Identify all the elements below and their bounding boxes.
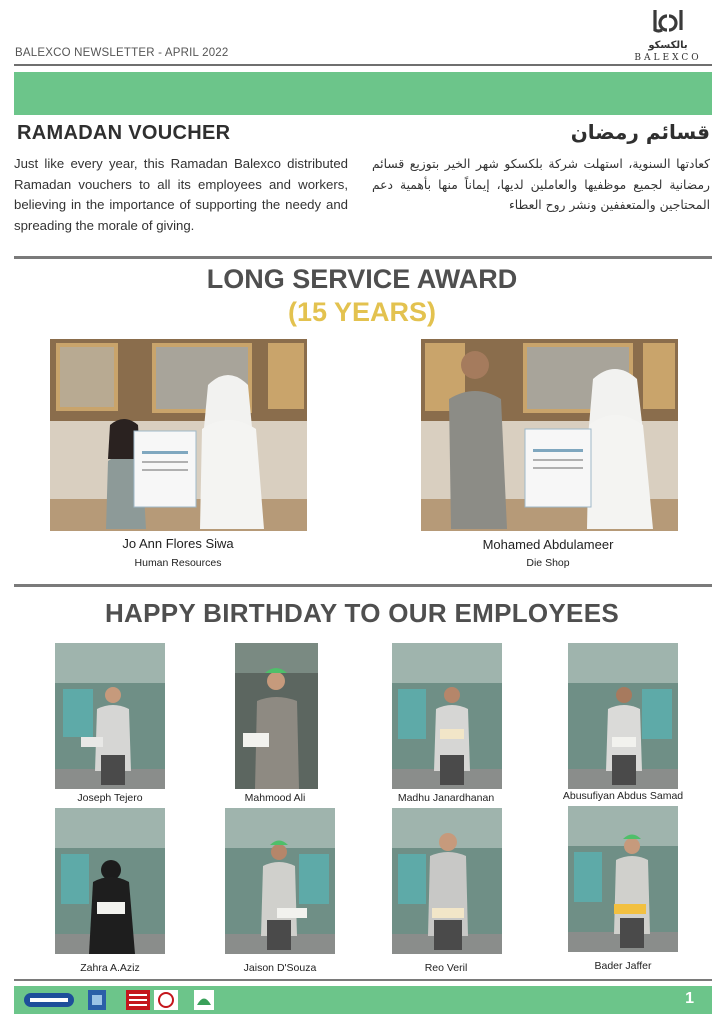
page-number: 1 [685,990,694,1007]
employee-photo-8 [568,806,678,952]
iso-certification-icon [126,990,178,1010]
ramadan-heading-ar: قسائم رمضان [570,120,710,144]
footer-rule [14,979,712,981]
employee-name-1: Joseph Tejero [77,792,143,804]
awardee-name-1: Jo Ann Flores Siwa [122,536,234,551]
header-rule [14,64,712,66]
employee-name-3: Madhu Janardhanan [397,792,495,804]
green-partner-icon [194,990,214,1010]
awardee-department-2: Die Shop [526,557,570,569]
ramadan-body-en: Just like every year, this Ramadan Balexco distributed Ramadan vouchers to all its employees and workers, believing in the importance of supporting the needy and spreading the morale of giving. [14,156,348,233]
green-banner [14,72,712,115]
employee-photo-1 [55,643,165,789]
award-photo-2 [421,339,678,531]
award-photo-2-image [421,339,678,531]
logo-latin-text: BALEXCO [634,53,702,63]
employee-photo-4 [568,643,678,789]
employee-name-6: Jaison D'Souza [243,962,317,974]
employee-photo-2 [235,643,345,789]
section-divider-1 [14,256,712,259]
footer-bar [14,986,712,1014]
employee-name-2: Mahmood Ali [244,792,306,804]
employee-name-4: Abusufiyan Abdus Samad [562,790,684,802]
section-divider-2 [14,584,712,587]
long-service-title: LONG SERVICE AWARD [206,264,518,294]
birthday-title: HAPPY BIRTHDAY TO OUR EMPLOYEES [104,598,619,628]
awardee-name-2: Mohamed Abdulameer [482,537,614,552]
awardee-department-1: Human Resources [134,557,222,569]
employee-photo-5 [55,808,165,954]
balexco-logo [626,6,710,64]
logo-arabic-text: بالكسكو [648,40,688,51]
employee-name-8: Bader Jaffer [594,960,652,972]
ramadan-heading-en: RAMADAN VOUCHER [17,122,231,144]
long-service-subtitle: (15 YEARS) [287,297,437,327]
employee-name-5: Zahra A.Aziz [80,962,140,974]
employee-name-7: Reo Veril [424,962,468,974]
quality-badge-icon [88,990,106,1010]
employee-photo-6 [225,808,335,954]
ramadan-body-ar: كعادتها السنوية، استهلت شركة بلكسكو شهر الخير بتوزيع قسائم رمضانية لجميع موظفيها والعاملين لديها، إيماناً منها بأهمية دعم المحتاجين والمتعففين ونشر روح العطاء [372,157,710,212]
employee-photo-3 [392,643,502,789]
award-photo-1-image [50,339,307,531]
award-photo-1 [50,339,307,531]
newsletter-title: BALEXCO NEWSLETTER - APRIL 2022 [15,47,229,59]
qualicoat-logo-icon [24,990,74,1010]
balexco-logo-icon [626,6,710,40]
employee-photo-7 [392,808,502,954]
